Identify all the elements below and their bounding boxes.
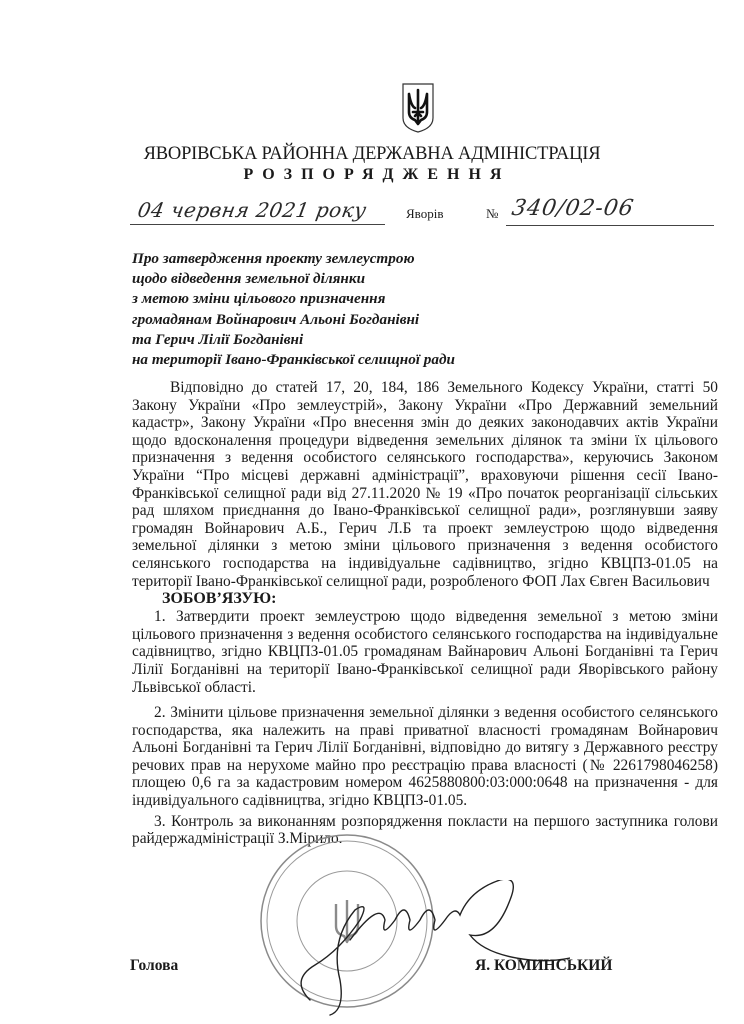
- handwritten-signature-icon: [270, 880, 570, 1020]
- document-type: РОЗПОРЯДЖЕННЯ: [243, 166, 511, 183]
- document-body: [132, 379, 718, 848]
- signatory-role: Голова: [130, 957, 179, 974]
- decree-item-3: 3. Контроль за виконанням розпорядження покласти на першого заступника голови райдержадміністрації З.Мірило.: [132, 812, 718, 848]
- handwritten-date: 04 червня 2021 року: [135, 198, 369, 222]
- subject-line: громадянам Войнарович Альоні Богданівні: [132, 310, 420, 328]
- subject-line: на території Івано-Франківської селищної ради: [132, 351, 455, 369]
- preamble-paragraph: Відповідно до статей 17, 20, 184, 186 Земельного Кодексу України, статті 50 Закону України «Про землеустрій», Закону України «Про Державний земельний кадастр», Закону України «Про внесення змін до деяких законодавчих актів України щодо вдосконалення процедури відведення земельних ділянок та зміни їх цільового призначення з ведення особистого селянського господарства», керуючись Законом України “Про місцеві державні адміністрації”, враховуючи рішення сесії Івано-Франківської селищної ради від 27.11.2020 № 19 «Про початок реорганізації сільських рад шляхом приєднання до Івано-Франківської селищної ради», розглянувши заяву громадян Войнарович А.Б., Герич Л.Б та проект землеустрою щодо відведення земельної ділянки з метою зміни цільового призначення з ведення особистого селянського господарства на індивідуальне садівництво, згідно КВЦПЗ-01.05 на території Івано-Франківської селищної ради, розробленого ФОП Лах Євген Васильович: [132, 379, 718, 590]
- subject-line: з метою зміни цільового призначення: [132, 290, 386, 308]
- city-label: Яворів: [406, 206, 444, 221]
- number-label: №: [486, 206, 499, 221]
- handwritten-number: 340/02-06: [509, 196, 637, 221]
- number-field: [506, 196, 714, 226]
- official-round-seal-icon: [258, 832, 436, 1010]
- decree-item-1: 1. Затвердити проект землеустрою щодо відведення земельної з метою зміни цільового призначення з ведення особистого селянського господарства на індивідуальне садівництво, згідно КВЦПЗ-01.05 громадянам Вайнарович Альоні Богданівні та Герич Лілії Богданівні на території Івано-Франківської селищної ради Яворівського району Львівської області.: [132, 608, 718, 696]
- subject-line: Про затвердження проекту землеустрою: [132, 250, 415, 267]
- subject-line: та Герич Лілії Богданівні: [132, 330, 304, 348]
- subject-line: щодо відведення земельної ділянки: [132, 270, 366, 288]
- decree-item-2: 2. Змінити цільове призначення земельної ділянки з ведення особистого селянського господарства, яка належить на праві приватної власності громадянам Войнарович Альоні Богданівні та Герич Лілії Богданівні, відповідно до витягу з Державного реєстру речових прав на нерухоме майно про реєстрацію права власності (№ 2261798046258) площею 0,6 га за кадастровим номером 4625880800:03:000:0648 на призначення - для індивідуального садівництва, згідно КВЦПЗ-01.05.: [132, 704, 718, 810]
- document-subject: [132, 249, 455, 370]
- date-field: [130, 196, 385, 225]
- decree-heading: ЗОБОВ’ЯЗУЮ:: [162, 590, 277, 608]
- trident-coat-of-arms-icon: [401, 82, 435, 134]
- signatory-name: Я. КОМИНСЬКИЙ: [475, 957, 613, 974]
- date-number-line: [130, 196, 720, 236]
- organization-name: ЯВОРІВСЬКА РАЙОННА ДЕРЖАВНА АДМІНІСТРАЦІЯ: [143, 144, 601, 164]
